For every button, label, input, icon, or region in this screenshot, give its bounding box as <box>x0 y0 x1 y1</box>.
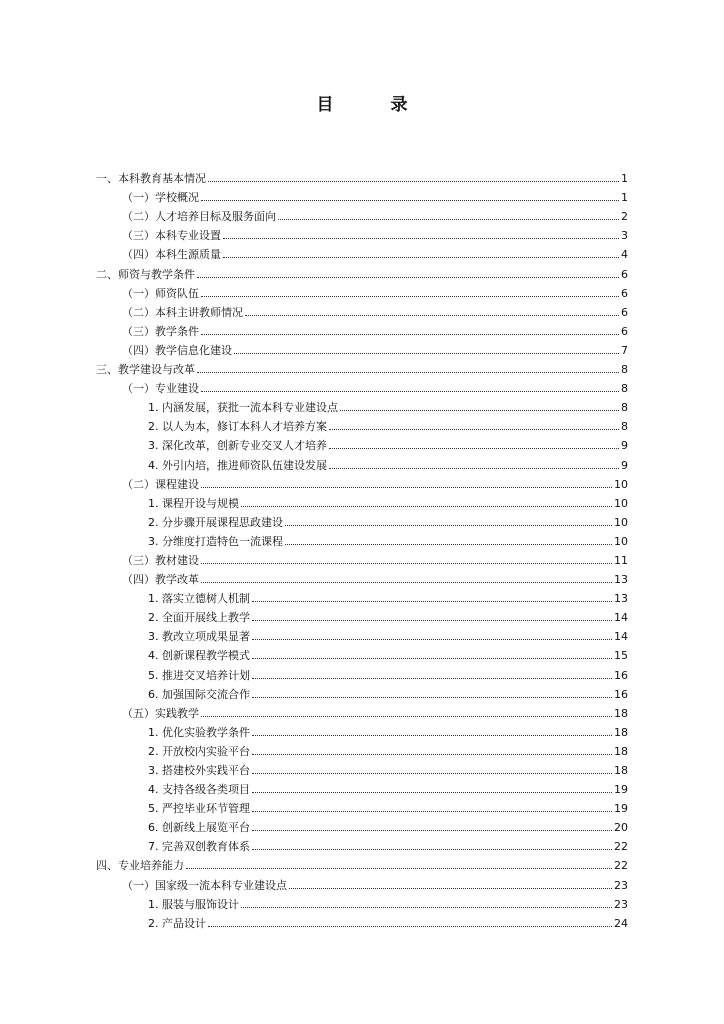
toc-entry[interactable] <box>96 777 628 796</box>
toc-entry-text: 5. 推进交叉培养计划 <box>148 668 250 682</box>
toc-entry[interactable] <box>96 472 628 491</box>
toc-entry-page-number: 14 <box>614 630 628 644</box>
toc-entry-page-number: 18 <box>614 744 628 758</box>
toc-entry-text: 4. 创新课程教学模式 <box>148 649 250 663</box>
toc-entry[interactable] <box>96 758 628 777</box>
toc-dot-leader <box>223 238 619 239</box>
toc-dot-leader <box>201 200 619 201</box>
toc-entry[interactable] <box>96 548 628 567</box>
toc-dot-leader <box>245 315 619 316</box>
toc-entry[interactable] <box>96 166 628 185</box>
toc-entry[interactable] <box>96 892 628 911</box>
toc-entry-page-number: 8 <box>621 420 628 434</box>
toc-entry-page-number: 13 <box>614 573 628 587</box>
toc-entry-page-number: 6 <box>621 324 628 338</box>
toc-dot-leader <box>252 811 612 812</box>
toc-dot-leader <box>186 868 612 869</box>
toc-entry-text: 2. 分步骤开展课程思政建设 <box>148 515 283 529</box>
toc-dot-leader <box>201 296 619 297</box>
toc-dot-leader <box>252 754 612 755</box>
toc-entry-page-number: 10 <box>614 534 628 548</box>
toc-entry[interactable] <box>96 682 628 701</box>
toc-dot-leader <box>252 792 612 793</box>
toc-entry-page-number: 11 <box>614 553 628 567</box>
toc-entry-page-number: 8 <box>621 401 628 415</box>
toc-entry[interactable] <box>96 739 628 758</box>
toc-entry-text: （二）课程建设 <box>122 477 199 491</box>
toc-dot-leader <box>340 410 619 411</box>
toc-entry-page-number: 20 <box>614 821 628 835</box>
toc-entry-page-number: 22 <box>614 840 628 854</box>
toc-dot-leader <box>289 888 612 889</box>
toc-entry-text: （一）国家级一流本科专业建设点 <box>122 878 287 892</box>
toc-dot-leader <box>329 429 619 430</box>
toc-entry[interactable] <box>96 452 628 471</box>
toc-entry-page-number: 8 <box>621 363 628 377</box>
toc-entry[interactable] <box>96 491 628 510</box>
toc-entry-page-number: 23 <box>614 878 628 892</box>
toc-entry-page-number: 24 <box>614 916 628 930</box>
toc-entry-text: 4. 外引内培，推进师资队伍建设发展 <box>148 458 327 472</box>
toc-entry[interactable] <box>96 586 628 605</box>
toc-entry-page-number: 2 <box>621 210 628 224</box>
toc-dot-leader <box>252 773 612 774</box>
toc-entry[interactable] <box>96 662 628 681</box>
toc-dot-leader <box>252 601 612 602</box>
toc-dot-leader <box>252 697 612 698</box>
toc-dot-leader <box>197 277 619 278</box>
toc-list <box>96 166 628 930</box>
toc-entry[interactable] <box>96 796 628 815</box>
toc-entry[interactable] <box>96 414 628 433</box>
toc-dot-leader <box>252 849 612 850</box>
toc-entry-text: （一）师资队伍 <box>122 286 199 300</box>
toc-dot-leader <box>208 181 619 182</box>
toc-entry-text: 1. 服装与服饰设计 <box>148 897 239 911</box>
toc-entry-page-number: 3 <box>621 229 628 243</box>
toc-entry-text: （一）学校概况 <box>122 191 199 205</box>
toc-entry[interactable] <box>96 204 628 223</box>
toc-entry-text: 二、师资与教学条件 <box>96 267 195 281</box>
toc-entry[interactable] <box>96 338 628 357</box>
toc-entry[interactable] <box>96 376 628 395</box>
toc-entry-text: 2. 开放校内实验平台 <box>148 744 250 758</box>
toc-dot-leader <box>201 716 612 717</box>
toc-dot-leader <box>201 582 612 583</box>
toc-entry-text: （一）专业建设 <box>122 382 199 396</box>
toc-entry-page-number: 9 <box>621 458 628 472</box>
toc-entry[interactable] <box>96 223 628 242</box>
toc-dot-leader <box>278 219 619 220</box>
toc-dot-leader <box>201 487 612 488</box>
toc-entry-text: （三）本科专业设置 <box>122 229 221 243</box>
toc-dot-leader <box>285 544 612 545</box>
toc-entry-page-number: 16 <box>614 687 628 701</box>
toc-entry-page-number: 8 <box>621 382 628 396</box>
toc-entry-text: 3. 搭建校外实践平台 <box>148 764 250 777</box>
toc-entry-text: 7. 完善双创教育体系 <box>148 840 250 854</box>
toc-entry[interactable] <box>96 185 628 204</box>
toc-entry-page-number: 14 <box>614 611 628 625</box>
toc-entry-page-number: 6 <box>621 305 628 319</box>
toc-entry-page-number: 6 <box>621 267 628 281</box>
toc-entry-text: （二）本科主讲教师情况 <box>122 305 243 319</box>
toc-entry-page-number: 1 <box>621 191 628 205</box>
toc-dot-leader <box>252 658 612 659</box>
toc-entry-text: 3. 教改立项成果显著 <box>148 630 250 644</box>
toc-dot-leader <box>223 257 619 258</box>
toc-entry[interactable] <box>96 567 628 586</box>
toc-entry-text: 3. 深化改革，创新专业交叉人才培养 <box>148 439 327 453</box>
toc-entry-page-number: 10 <box>614 515 628 529</box>
toc-entry-text: 2. 产品设计 <box>148 916 206 930</box>
toc-entry-text: 6. 创新线上展览平台 <box>148 821 250 835</box>
toc-entry[interactable] <box>96 281 628 300</box>
toc-dot-leader <box>241 506 612 507</box>
toc-entry-page-number: 19 <box>614 783 628 797</box>
toc-entry-page-number: 6 <box>621 286 628 300</box>
toc-dot-leader <box>252 830 612 831</box>
toc-entry-text: 2. 全面开展线上教学 <box>148 611 250 625</box>
toc-dot-leader <box>252 639 612 640</box>
toc-entry[interactable] <box>96 529 628 548</box>
toc-entry-text: （五）实践教学 <box>122 706 199 720</box>
toc-entry[interactable] <box>96 720 628 739</box>
toc-entry-page-number: 23 <box>614 897 628 911</box>
toc-entry[interactable] <box>96 357 628 376</box>
toc-entry-text: 5. 严控毕业环节管理 <box>148 802 250 816</box>
toc-dot-leader <box>329 448 619 449</box>
toc-entry-page-number: 1 <box>621 172 628 186</box>
toc-entry-page-number: 19 <box>614 802 628 816</box>
toc-entry-page-number: 7 <box>621 343 628 357</box>
toc-entry-page-number: 10 <box>614 477 628 491</box>
toc-entry-page-number: 16 <box>614 668 628 682</box>
toc-entry-page-number: 9 <box>621 439 628 453</box>
toc-entry-page-number: 10 <box>614 496 628 510</box>
toc-entry[interactable] <box>96 319 628 338</box>
toc-dot-leader <box>201 391 619 392</box>
toc-dot-leader <box>329 468 619 469</box>
toc-dot-leader <box>252 620 612 621</box>
toc-entry-text: 2. 以人为本，修订本科人才培养方案 <box>148 420 327 434</box>
toc-entry[interactable] <box>96 911 628 930</box>
toc-dot-leader <box>201 334 619 335</box>
toc-entry[interactable] <box>96 815 628 834</box>
toc-entry-page-number: 18 <box>614 725 628 739</box>
toc-entry-text: 6. 加强国际交流合作 <box>148 687 250 701</box>
toc-entry-text: （四）本科生源质量 <box>122 248 221 262</box>
toc-dot-leader <box>252 678 612 679</box>
toc-entry-text: 1. 落实立德树人机制 <box>148 592 250 606</box>
toc-dot-leader <box>197 372 619 373</box>
toc-entry-text: 1. 课程开设与规模 <box>148 496 239 510</box>
toc-entry-text: 一、本科教育基本情况 <box>96 172 206 186</box>
toc-entry[interactable] <box>96 433 628 452</box>
toc-entry-text: （四）教学信息化建设 <box>122 343 232 357</box>
toc-entry-text: 4. 支持各级各类项目 <box>148 783 250 797</box>
toc-entry-text: 三、教学建设与改革 <box>96 363 195 377</box>
toc-dot-leader <box>208 926 612 927</box>
toc-entry[interactable] <box>96 872 628 891</box>
toc-entry-text: （三）教学条件 <box>122 324 199 338</box>
toc-dot-leader <box>252 735 612 736</box>
toc-dot-leader <box>201 563 612 564</box>
toc-entry-page-number: 4 <box>621 248 628 262</box>
toc-title: 目 录 <box>316 95 428 115</box>
toc-entry[interactable] <box>96 510 628 529</box>
toc-entry-page-number: 18 <box>614 706 628 720</box>
toc-entry-page-number: 22 <box>614 859 628 873</box>
toc-entry[interactable] <box>96 605 628 624</box>
toc-entry-page-number: 18 <box>614 764 628 777</box>
toc-entry-text: （三）教材建设 <box>122 553 199 567</box>
toc-entry[interactable] <box>96 643 628 662</box>
toc-entry-text: 1. 优化实验教学条件 <box>148 725 250 739</box>
toc-entry-text: 1. 内涵发展，获批一流本科专业建设点 <box>148 401 338 415</box>
toc-entry-text: 3. 分维度打造特色一流课程 <box>148 534 283 548</box>
toc-entry[interactable] <box>96 300 628 319</box>
toc-entry[interactable] <box>96 261 628 280</box>
toc-entry-page-number: 15 <box>614 649 628 663</box>
toc-dot-leader <box>241 907 612 908</box>
toc-entry-text: （四）教学改革 <box>122 573 199 587</box>
toc-dot-leader <box>285 525 612 526</box>
toc-entry[interactable] <box>96 853 628 872</box>
toc-entry[interactable] <box>96 395 628 414</box>
toc-entry-page-number: 13 <box>614 592 628 606</box>
toc-entry[interactable] <box>96 624 628 643</box>
toc-entry[interactable] <box>96 834 628 853</box>
toc-entry-text: （二）人才培养目标及服务面向 <box>122 210 276 224</box>
toc-entry[interactable] <box>96 242 628 261</box>
toc-dot-leader <box>234 353 619 354</box>
toc-entry-text: 四、专业培养能力 <box>96 859 184 873</box>
toc-entry[interactable] <box>96 701 628 720</box>
